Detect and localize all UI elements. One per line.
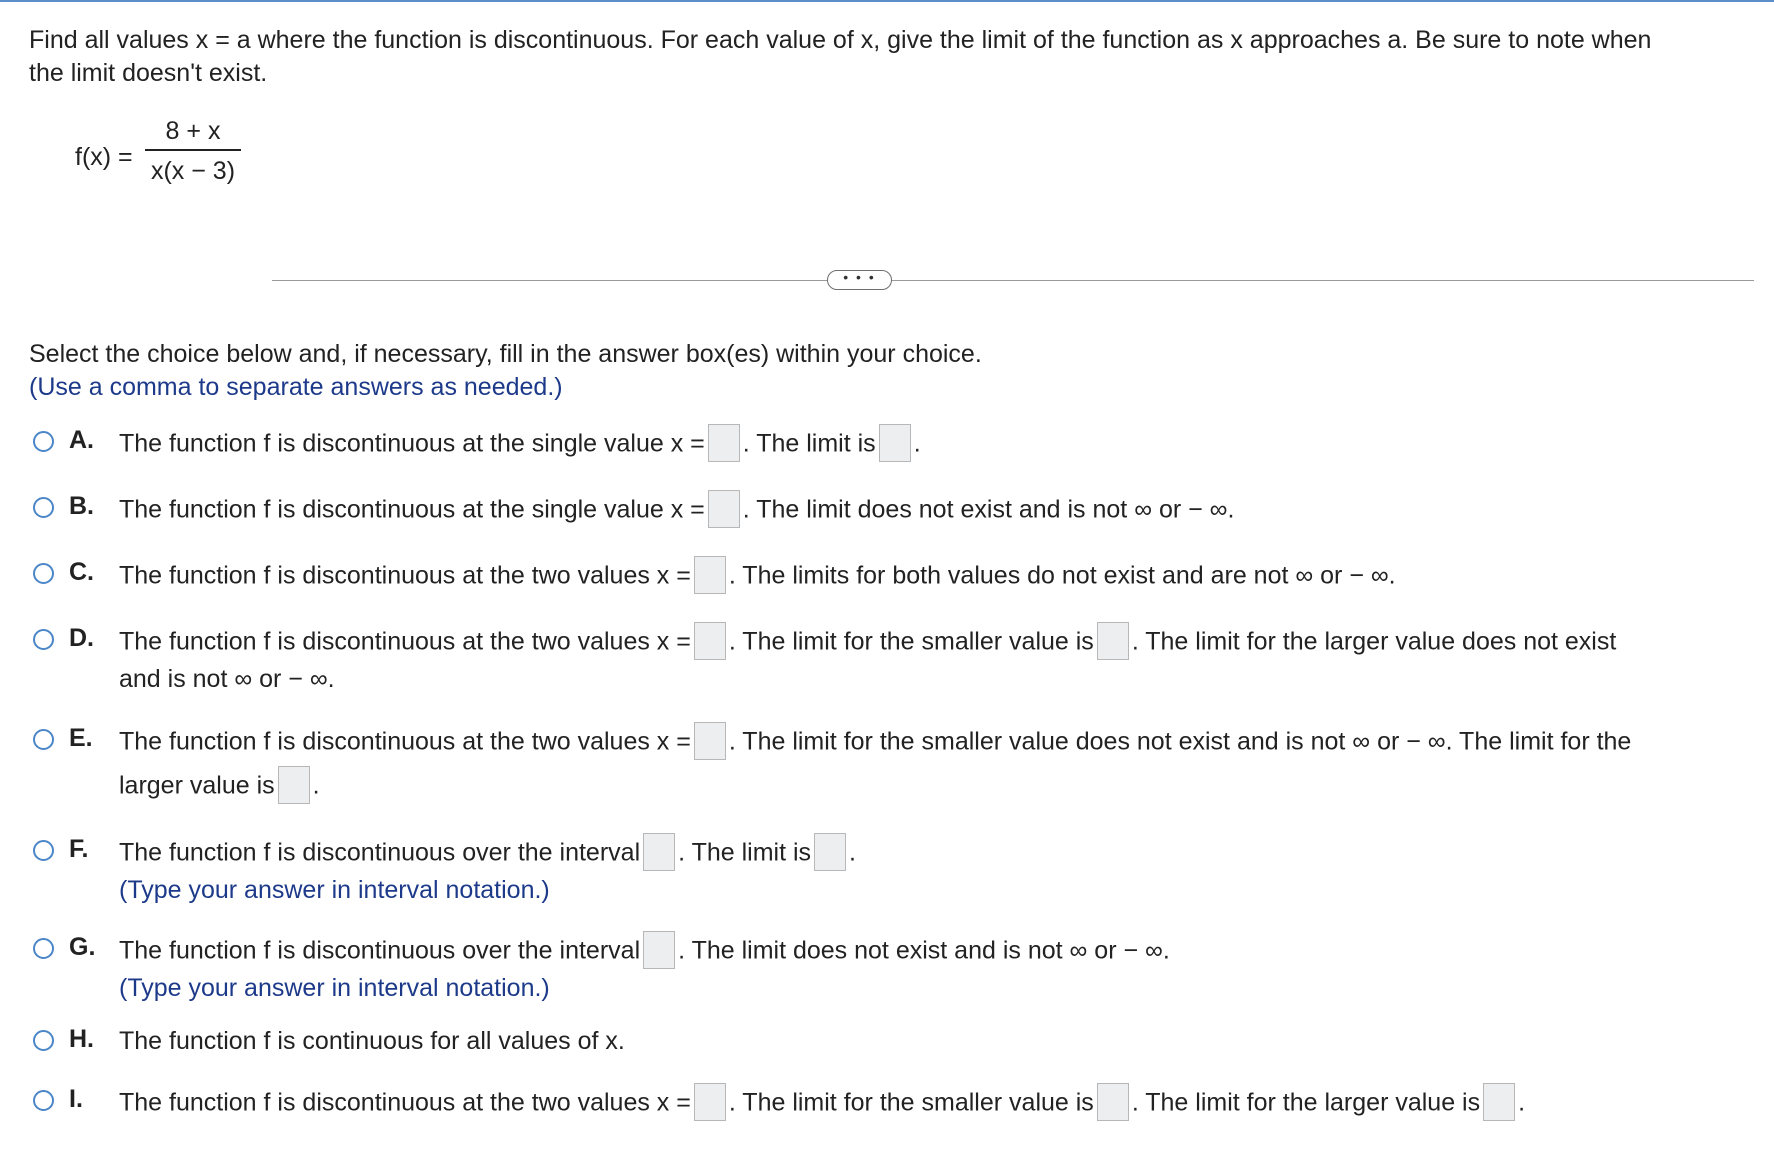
choice-a-part-3: .: [913, 429, 921, 458]
answer-box-a-1[interactable]: [708, 424, 740, 462]
radio-e[interactable]: [33, 729, 54, 750]
choice-d-part-3: . The limit for the larger value does not exist: [1131, 627, 1617, 656]
instructions: [29, 338, 982, 404]
choice-text-h: The function f is continuous for all values of x.: [119, 1027, 625, 1055]
choice-b-part-1: The function f is discontinuous at the single value x =: [119, 495, 705, 524]
answer-box-b-1[interactable]: [708, 490, 740, 528]
instructions-hint: (Use a comma to separate answers as needed.): [29, 373, 563, 401]
choice-e-part-1: The function f is discontinuous at the two values x =: [119, 727, 691, 756]
radio-h[interactable]: [33, 1030, 54, 1051]
choice-text-f: [119, 835, 856, 873]
choice-d-part-1: The function f is discontinuous at the two values x =: [119, 627, 691, 656]
choice-i-part-2: . The limit for the smaller value is: [728, 1088, 1094, 1117]
answer-box-i-2[interactable]: [1097, 1083, 1129, 1121]
choice-f-hint: (Type your answer in interval notation.): [119, 876, 550, 904]
answer-box-g-1[interactable]: [643, 931, 675, 969]
choice-letter-h: H.: [69, 1025, 94, 1053]
answer-box-a-2[interactable]: [879, 424, 911, 462]
choice-g-hint: (Type your answer in interval notation.): [119, 974, 550, 1002]
radio-b[interactable]: [33, 497, 54, 518]
choice-a-part-2: . The limit is: [742, 429, 876, 458]
choice-f-part-1: The function f is discontinuous over the interval: [119, 838, 641, 867]
answer-box-e-2[interactable]: [278, 766, 310, 804]
choice-text-g: [119, 933, 1170, 971]
choice-letter-b: B.: [69, 492, 94, 520]
question-line-2: the limit doesn't exist.: [29, 59, 268, 87]
radio-f[interactable]: [33, 840, 54, 861]
choice-d-line-2: and is not ∞ or − ∞.: [119, 665, 335, 693]
radio-d[interactable]: [33, 629, 54, 650]
choice-c-part-1: The function f is discontinuous at the two values x =: [119, 561, 691, 590]
function-label: f(x) =: [75, 143, 133, 171]
choice-letter-g: G.: [69, 933, 96, 961]
radio-g[interactable]: [33, 938, 54, 959]
choice-text-i: [119, 1085, 1525, 1123]
answer-box-d-2[interactable]: [1097, 622, 1129, 660]
choice-text-e: [119, 724, 1631, 762]
choice-a-part-1: The function f is discontinuous at the single value x =: [119, 429, 705, 458]
radio-i[interactable]: [33, 1090, 54, 1111]
answer-box-d-1[interactable]: [694, 622, 726, 660]
radio-a[interactable]: [33, 431, 54, 452]
choice-text-c: [119, 558, 1396, 596]
choice-f-part-2: . The limit is: [678, 838, 812, 867]
section-divider: [272, 280, 1754, 281]
choice-letter-a: A.: [69, 426, 94, 454]
choice-d-part-2: . The limit for the smaller value is: [728, 627, 1094, 656]
answer-box-i-3[interactable]: [1483, 1083, 1515, 1121]
instructions-main: Select the choice below and, if necessary, fill in the answer box(es) within your choice.: [29, 340, 982, 368]
choice-text-b: [119, 492, 1234, 530]
function-fraction: [145, 115, 241, 187]
question-text: [29, 24, 1729, 90]
choice-i-part-4: .: [1518, 1088, 1526, 1117]
answer-box-f-2[interactable]: [814, 833, 846, 871]
function-numerator: 8 + x: [165, 117, 221, 145]
choice-e-part-2: . The limit for the smaller value does not exist and is not ∞ or − ∞. The limit for the: [728, 727, 1632, 756]
choice-text-d: [119, 624, 1616, 662]
choice-f-part-3: .: [849, 838, 856, 867]
fraction-bar: [145, 149, 241, 151]
choice-b-part-2: . The limit does not exist and is not ∞ or − ∞.: [742, 495, 1235, 524]
answer-box-f-1[interactable]: [643, 833, 675, 871]
choice-letter-i: I.: [69, 1085, 83, 1113]
answer-box-c-1[interactable]: [694, 556, 726, 594]
choice-letter-c: C.: [69, 558, 94, 586]
answer-box-i-1[interactable]: [694, 1083, 726, 1121]
choice-c-part-2: . The limits for both values do not exist and are not ∞ or − ∞.: [728, 561, 1396, 590]
choice-letter-e: E.: [69, 724, 93, 752]
radio-c[interactable]: [33, 563, 54, 584]
choice-g-part-1: The function f is discontinuous over the interval: [119, 936, 641, 965]
choice-letter-d: D.: [69, 624, 94, 652]
choice-e-line-2-text: larger value is: [119, 771, 275, 800]
choice-i-part-1: The function f is discontinuous at the two values x =: [119, 1088, 691, 1117]
choice-i-part-3: . The limit for the larger value is: [1131, 1088, 1481, 1117]
top-accent-line: [0, 0, 1774, 2]
choice-g-part-2: . The limit does not exist and is not ∞ or − ∞.: [678, 936, 1170, 965]
choice-letter-f: F.: [69, 835, 89, 863]
choice-e-line-2-end: .: [312, 771, 320, 800]
function-denominator: x(x − 3): [150, 157, 236, 185]
answer-box-e-1[interactable]: [694, 722, 726, 760]
choice-e-line-2: [119, 768, 320, 806]
more-options-button[interactable]: • • •: [827, 270, 892, 290]
question-line-1: Find all values x = a where the function is discontinuous. For each value of x, give the limit of the function as x approaches a. Be sure to note when: [29, 26, 1652, 54]
choice-text-a: [119, 426, 921, 464]
